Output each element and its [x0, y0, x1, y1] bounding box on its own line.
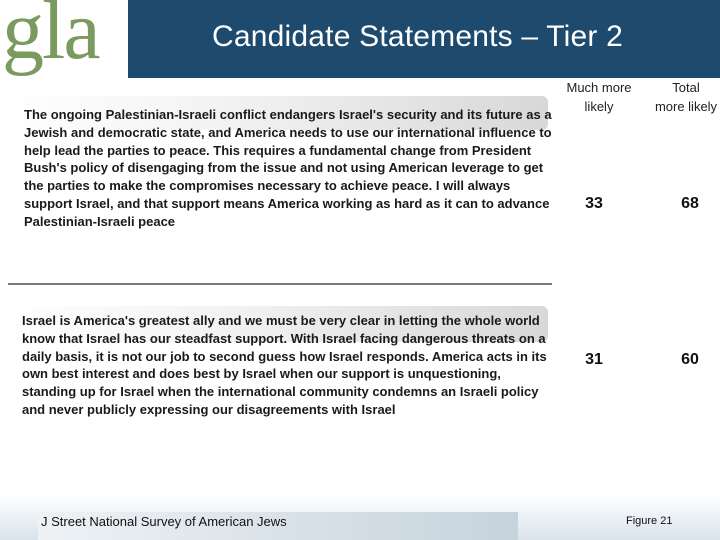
column-header-much-more-likely-line2: likely — [584, 99, 614, 114]
row-divider — [8, 283, 552, 285]
column-header-much-more-likely-line1: Much more — [566, 80, 632, 95]
column-header-total-more-likely-line2: more likely — [654, 99, 718, 114]
gla-logo — [0, 0, 128, 78]
header-bar — [0, 0, 720, 78]
column-header-total-more-likely — [644, 80, 720, 114]
footer-bar — [0, 496, 720, 540]
footer-source-text: J Street National Survey of American Jews — [41, 514, 287, 529]
statement-2-total-more-likely-value: 60 — [681, 351, 699, 368]
slide-title: Candidate Statements – Tier 2 — [212, 20, 624, 53]
statement-1-text: The ongoing Palestinian-Israeli conflict endangers Israel's security and its future as a Jewish and democratic state, and America needs to use our international influence to help lead the parties to peace. This requires a fundamental change from President Bush's policy of disengaging from the issue and not using American leverage to get the parties to make the compromises necessary to achieve peace. I will always support Israel, and that support means America working as hard as it can to advance Palestinian-Israeli peace — [24, 107, 552, 229]
column-header-total-more-likely-line1: Total — [672, 80, 700, 95]
statement-2-text: Israel is America's greatest ally and we must be very clear in letting the whole world know that Israel has our steadfast support. With Israel facing dangerous threats on a daily basis, it is not our job to second guess how Israel responds. America acts in its own best interest and does best by Israel when our support is unquestioning, standing up for Israel when the international community condemns an Israeli policy and never publicly expressing our disagreements with Israel — [22, 313, 547, 417]
footer-source-box — [38, 512, 518, 540]
statement-2-much-more-likely-value: 31 — [585, 351, 603, 368]
statement-1-total-more-likely-value: 68 — [681, 195, 699, 212]
statement-1-much-more-likely-value: 33 — [585, 195, 603, 212]
figure-number: Figure 21 — [626, 515, 673, 527]
column-header-much-more-likely — [556, 80, 642, 114]
logo-text: gla — [2, 0, 99, 77]
